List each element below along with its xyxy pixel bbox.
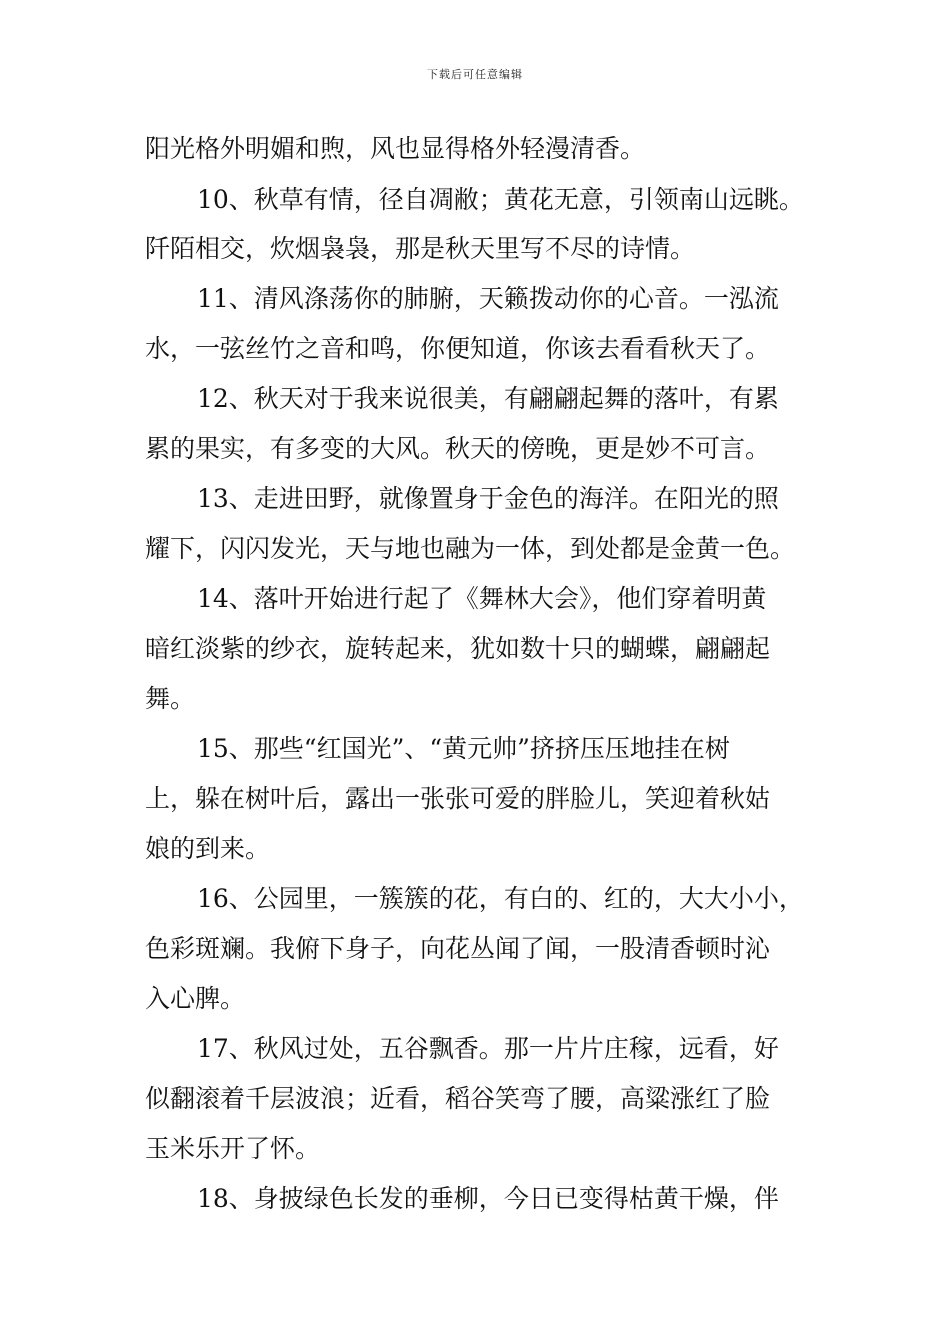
text-line: 耀下，闪闪发光，天与地也融为一体，到处都是金黄一色。: [145, 534, 796, 563]
text-line: 娘的到来。: [145, 834, 271, 863]
text-line: 色彩斑斓。我俯下身子，向花丛闻了闻，一股清香顿时沁: [145, 934, 771, 963]
text-line: 暗红淡紫的纱衣，旋转起来，犹如数十只的蝴蝶，翩翩起: [145, 634, 771, 663]
text-line: 阳光格外明媚和煦，风也显得格外轻漫清香。: [145, 134, 646, 163]
text-line: 16、公园里，一簇簇的花，有白的、红的，大大小小，: [197, 884, 804, 913]
page-header: 下载后可任意编辑: [427, 68, 523, 81]
text-line: 14、落叶开始进行起了《舞林大会》，他们穿着明黄: [197, 584, 767, 613]
text-line: 15、那些“红国光”、“黄元帅”挤挤压压地挂在树: [197, 734, 730, 763]
text-line: 13、走进田野，就像置身于金色的海洋。在阳光的照: [197, 484, 779, 513]
text-line: 入心脾。: [145, 984, 246, 1013]
text-line: 17、秋风过处，五谷飘香。那一片片庄稼，远看，好: [197, 1034, 779, 1063]
text-line: 似翻滚着千层波浪；近看，稻谷笑弯了腰，高粱涨红了脸: [145, 1084, 771, 1113]
text-line: 累的果实，有多变的大风。秋天的傍晚，更是妙不可言。: [145, 434, 771, 463]
text-line: 11、清风涤荡你的肺腑，天籁拨动你的心音。一泓流: [197, 284, 779, 313]
text-line: 18、身披绿色长发的垂柳，今日已变得枯黄干燥，伴: [197, 1184, 779, 1213]
text-line: 玉米乐开了怀。: [145, 1134, 321, 1163]
text-line: 10、秋草有情，径自凋敝；黄花无意，引领南山远眺。: [197, 185, 804, 214]
text-line: 舞。: [145, 684, 196, 713]
text-line: 上，躲在树叶后，露出一张张可爱的胖脸儿，笑迎着秋姑: [145, 784, 771, 813]
text-line: 阡陌相交，炊烟袅袅，那是秋天里写不尽的诗情。: [145, 234, 696, 263]
text-line: 水，一弦丝竹之音和鸣，你便知道，你该去看看秋天了。: [145, 334, 771, 363]
text-line: 12、秋天对于我来说很美，有翩翩起舞的落叶，有累: [197, 384, 779, 413]
